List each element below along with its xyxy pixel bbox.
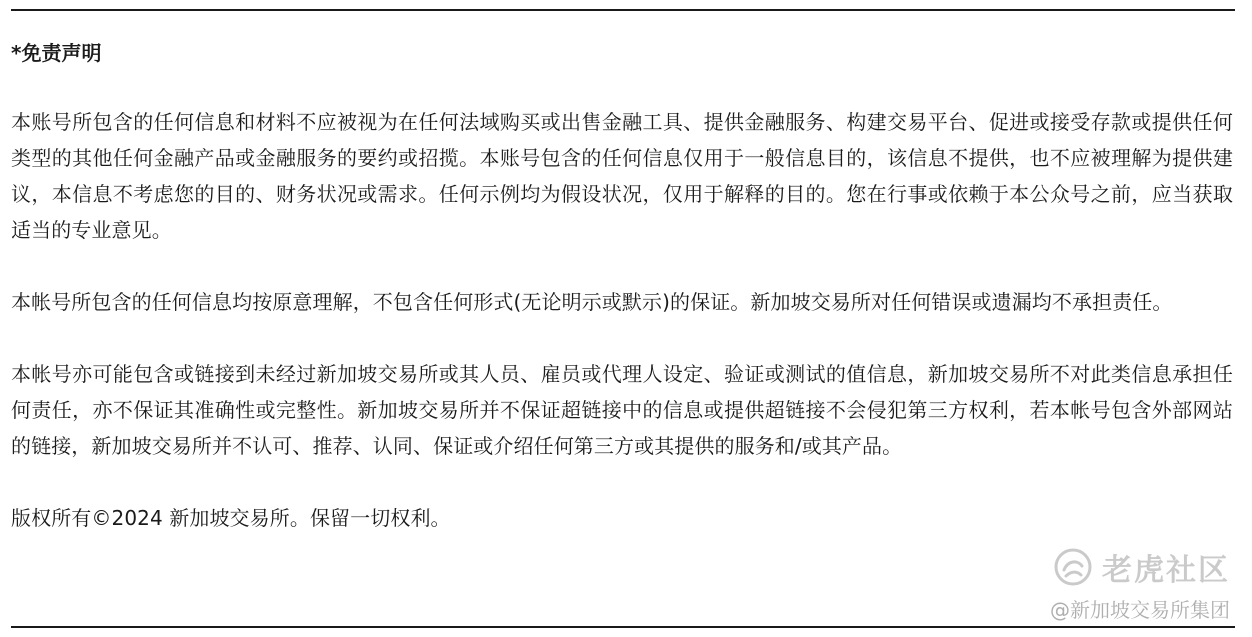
top-divider (11, 9, 1235, 11)
paragraph-copyright: 版权所有©2024 新加坡交易所。保留一切权利。 (11, 506, 451, 530)
watermark-brand: 老虎社区 (1102, 553, 1230, 588)
paragraph-no-offer: 本账号所包含的任何信息和材料不应被视为在任何法域购买或出售金融工具、提供金融服务、构建交易平台、促进或接受存款或提供任何类型的其他任何金融产品或金融服务的要约或招揽。本账号包含的任何信息仅用于一般信息目的，该信息不提供，也不应被理解为提供建议，本信息不考虑您的目的、财务状况或需求。任何示例均为假设状况，仅用于解释的目的。您在行事或依赖于本公众号之前，应当获取适当的专业意见。 (11, 110, 1233, 242)
bottom-divider (11, 626, 1235, 628)
paragraph-third-party: 本帐号亦可能包含或链接到未经过新加坡交易所或其人员、雇员或代理人设定、验证或测试的值信息，新加坡交易所不对此类信息承担任何责任，亦不保证其准确性或完整性。新加坡交易所并不保证超链接中的信息或提供超链接不会侵犯第三方权利，若本帐号包含外部网站的链接，新加坡交易所并不认可、推荐、认同、保证或介绍任何第三方或其提供的服务和/或其产品。 (11, 362, 1233, 458)
tiger-logo-icon (1054, 548, 1092, 586)
paragraph-no-warranty: 本帐号所包含的任何信息均按原意理解，不包含任何形式(无论明示或默示)的保证。新加坡交易所对任何错误或遗漏均不承担责任。 (11, 290, 1173, 314)
watermark-handle: @新加坡交易所集团 (1050, 598, 1230, 622)
tiger-community-watermark (1054, 545, 1230, 589)
disclaimer-heading: *免责声明 (11, 41, 102, 65)
disclaimer-document (11, 36, 1233, 536)
